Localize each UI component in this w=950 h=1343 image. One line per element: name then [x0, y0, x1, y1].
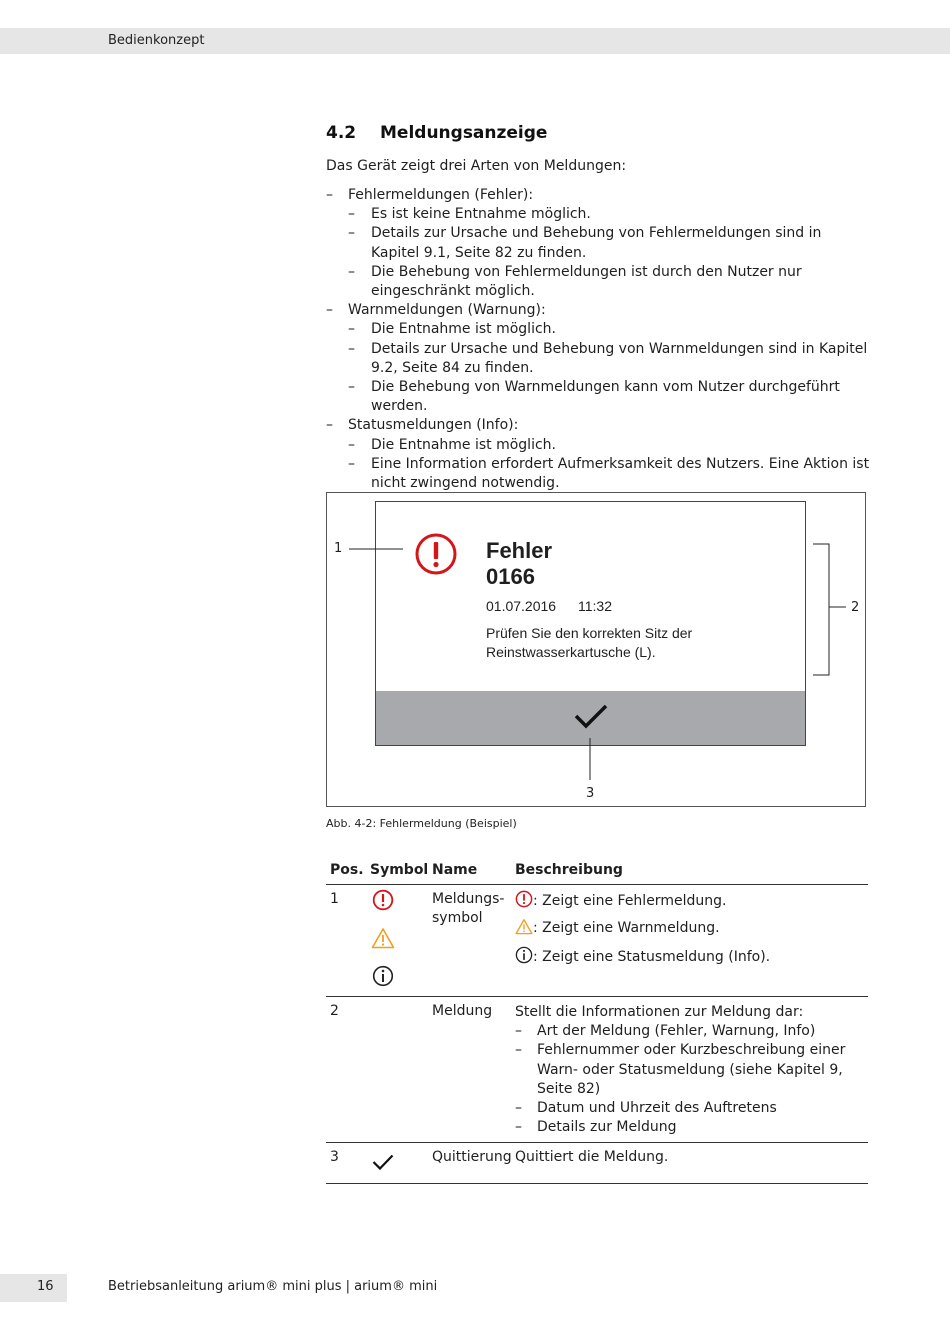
list-item-text: Die Behebung von Warnmeldungen kann vom Nutzer durchgeführt werden.	[371, 379, 840, 415]
row2-desc-text: Stellt die Informationen zur Meldung dar:	[515, 1004, 804, 1020]
list-dash: –	[326, 417, 333, 434]
row3-desc: Quittiert die Meldung.	[515, 1149, 669, 1165]
list-dash: –	[348, 379, 355, 396]
col-header-symbol: Symbol	[370, 862, 429, 878]
row2-item	[515, 1099, 865, 1118]
warning-symbol-icon	[371, 927, 395, 949]
list-dash: –	[348, 321, 355, 338]
list-dash: –	[326, 187, 333, 203]
list-item-text: Fehlermeldungen (Fehler):	[348, 187, 534, 203]
row1-desc-error-text: : Zeigt eine Fehlermeldung.	[533, 893, 727, 909]
col-header-name: Name	[432, 862, 478, 878]
list-item-text: Die Entnahme ist möglich.	[371, 321, 556, 338]
footer-page-box	[0, 1274, 67, 1302]
section-heading: Meldungsanzeige	[380, 123, 548, 143]
row1-desc-info	[515, 946, 770, 967]
list-dash: –	[515, 1023, 522, 1040]
figure-caption: Abb. 4-2: Fehlermeldung (Beispiel)	[326, 817, 517, 830]
list-item-text: Warnmeldungen (Warnung):	[348, 302, 546, 319]
error-inline-icon	[515, 890, 533, 908]
table-rule	[326, 1142, 868, 1143]
check-symbol-icon	[372, 1153, 394, 1171]
table-rule	[326, 1183, 868, 1184]
row1-desc-warning	[515, 918, 720, 938]
row2-name: Meldung	[432, 1003, 493, 1019]
list-dash: –	[348, 263, 355, 280]
row2-pos: 2	[330, 1003, 339, 1019]
list-dash: –	[515, 1100, 522, 1117]
list-dash: –	[326, 302, 333, 319]
row1-name-line: symbol	[432, 910, 483, 927]
row1-name	[432, 890, 504, 928]
list-dash: –	[515, 1042, 522, 1059]
list-item-text: Details zur Ursache und Behebung von Fehlermeldungen sind in Kapitel 9.1, Seite 82 zu finden.	[371, 225, 822, 261]
list-item-text: Es ist keine Entnahme möglich.	[371, 206, 591, 223]
row1-name-line: Meldungs-	[432, 891, 505, 907]
row1-desc-error	[515, 890, 726, 911]
message-code: 0166	[486, 564, 535, 589]
message-time: 11:32	[578, 598, 612, 614]
callout-3: 3	[586, 786, 595, 801]
footer-doc-title: Betriebsanleitung arium® mini plus | arium® mini	[108, 1279, 438, 1294]
row2-item-text: Fehlernummer oder Kurzbeschreibung einer Warn- oder Statusmeldung (siehe Kapitel 9, Seite 82)	[537, 1042, 846, 1097]
list-item-text: Statusmeldungen (Info):	[348, 417, 519, 434]
message-date: 01.07.2016	[486, 598, 557, 614]
row2-item	[515, 1022, 865, 1041]
list-dash: –	[348, 206, 355, 223]
message-details-line: Reinstwasserkartusche (L).	[486, 644, 656, 660]
section-number: 4.2	[326, 123, 357, 143]
message-details-line: Prüfen Sie den korrekten Sitz der	[486, 625, 693, 641]
list-dash: –	[348, 436, 355, 453]
warning-inline-icon	[515, 918, 533, 935]
row1-desc-warning-text: : Zeigt eine Warnmeldung.	[533, 920, 720, 936]
row2-desc	[515, 1003, 865, 1137]
row3-name: Quittierung	[432, 1149, 512, 1165]
table-rule	[326, 884, 868, 885]
footer-page-number: 16	[37, 1279, 54, 1294]
list-item-text: Details zur Ursache und Behebung von Warnmeldungen sind in Kapitel 9.2, Seite 84 zu finden.	[371, 340, 868, 376]
callout-1: 1	[334, 541, 343, 556]
header-section-label: Bedienkonzept	[108, 33, 205, 48]
list-dash: –	[348, 455, 355, 472]
info-inline-icon	[515, 946, 533, 964]
info-symbol-icon	[372, 965, 394, 987]
callout-2: 2	[851, 600, 860, 615]
list-item-text: Die Behebung von Fehlermeldungen ist durch den Nutzer nur eingeschränkt möglich.	[371, 263, 802, 300]
row1-pos: 1	[330, 891, 339, 907]
list-item-text: Die Entnahme ist möglich.	[371, 436, 556, 453]
col-header-desc: Beschreibung	[515, 862, 623, 878]
row2-item-text: Datum und Uhrzeit des Auftretens	[537, 1100, 777, 1117]
list-dash: –	[348, 225, 355, 242]
row2-item	[515, 1118, 865, 1137]
intro-text: Das Gerät zeigt drei Arten von Meldungen:	[326, 158, 627, 174]
row2-item	[515, 1041, 865, 1099]
row2-items	[515, 1022, 865, 1137]
message-type: Fehler	[486, 538, 553, 563]
row2-item-text: Details zur Meldung	[537, 1119, 677, 1136]
row3-pos: 3	[330, 1149, 339, 1165]
list-item-text: Eine Information erfordert Aufmerksamkeit des Nutzers. Eine Aktion ist nicht zwingend notwendig.	[371, 455, 870, 492]
error-symbol-icon	[372, 889, 394, 911]
row2-item-text: Art der Meldung (Fehler, Warnung, Info)	[537, 1023, 816, 1040]
list-dash: –	[515, 1119, 522, 1136]
list-dash: –	[348, 340, 355, 357]
row1-desc-info-text: : Zeigt eine Statusmeldung (Info).	[533, 949, 771, 965]
col-header-pos: Pos.	[330, 862, 364, 878]
table-rule	[326, 996, 868, 997]
